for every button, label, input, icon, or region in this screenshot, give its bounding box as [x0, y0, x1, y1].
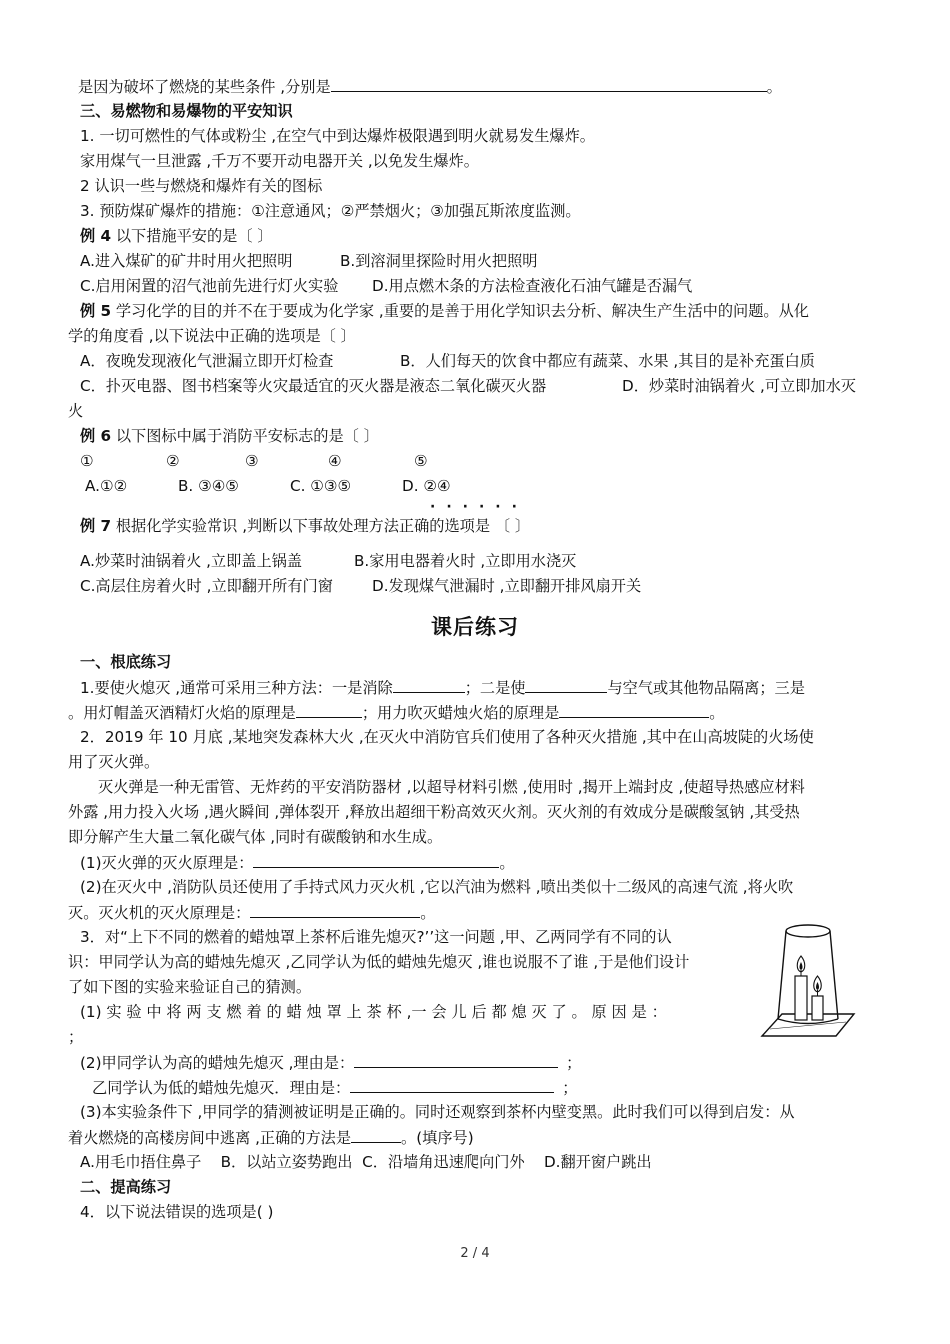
tall-candle-icon	[795, 956, 807, 1020]
text: 乙同学认为低的蜡烛先熄灭．理由是：	[92, 1079, 351, 1097]
text-line: 1. 一切可燃性的气体或粉尘 ,在空气中到达爆炸极限遇到明火就易发生爆炸。	[80, 127, 595, 145]
text: ；	[566, 1054, 582, 1072]
option-d: D.用点燃木条的方法检查液化石油气罐是否漏气	[372, 277, 693, 295]
text-line: 3. 预防煤矿爆炸的措施：①注意通风；②严禁烟火；③加强瓦斯浓度监测。	[80, 202, 581, 220]
text: ；用力吹灭蜡烛火焰的原理是	[361, 704, 560, 722]
text-line: 2 认识一些与燃烧和爆炸有关的图标	[80, 177, 323, 195]
icon-number-5: ⑤	[414, 452, 428, 470]
text: 是因为破坏了燃烧的某些条件 ,分别是	[78, 78, 331, 96]
option-a: A.①②	[85, 477, 128, 495]
text: 。	[766, 78, 782, 96]
text-line: 了如下图的实验来验证自己的猜测。	[68, 978, 311, 996]
example-7-question	[80, 516, 530, 536]
text: 与空气或其他物品隔离；三是	[607, 679, 805, 697]
option-c: C.高层住房着火时 ,立即翻开所有门窗	[80, 577, 333, 595]
page-number: 2 / 4	[460, 1246, 490, 1261]
example-4-question	[80, 226, 273, 246]
option-d: D．炒菜时油锅着火 ,可立即加水灭	[622, 377, 856, 395]
example-label: 例 4	[80, 227, 112, 245]
text-line: 2．2019 年 10 月底 ,某地突发森林大火 ,在灭火中消防官兵们使用了各种灭火措施 ,其中在山高坡陡的火场使	[80, 728, 814, 746]
question-3-options: A.用毛巾捂住鼻子 B．以站立姿势跑出 C．沿墙角迅速爬向门外 D.翻开窗户跳出	[80, 1153, 652, 1171]
text-line: 4．以下说法错误的选项是( )	[80, 1203, 274, 1221]
text: 以下图标中属于消防平安标志的是〔 〕	[111, 427, 379, 445]
icon-number-4: ④	[328, 452, 342, 470]
option-a: A.炒菜时油锅着火 ,立即盖上锅盖	[80, 552, 303, 570]
inverted-cup-icon	[778, 925, 838, 1024]
question-2-sub1	[80, 852, 515, 873]
text-line: 用了灭火弹。	[68, 753, 160, 771]
text-line: (3)本实验条件下 ,甲同学的猜测被证明是正确的。同时还观察到茶杯内壁变黑。此时我们可以得到启发：从	[80, 1103, 795, 1121]
blank-line	[393, 677, 465, 693]
option-b: B.家用电器着火时 ,立即用水浇灭	[354, 552, 577, 570]
section-heading: 二、提高练习	[80, 1178, 172, 1196]
text-line: 识：甲同学认为高的蜡烛先熄灭 ,乙同学认为低的蜡烛先熄灭 ,谁也说服不了谁 ,于是他们设计	[68, 953, 690, 971]
text: 1.要使火熄灭 ,通常可采用三种方法：一是消除	[80, 679, 393, 697]
example-5-question	[80, 301, 809, 321]
candle-cup-experiment-figure	[760, 918, 856, 1054]
text-line: (1) 实 验 中 将 两 支 燃 着 的 蜡 烛 罩 上 茶 杯 ,一 会 儿 后 都 熄 灭 了 。 原 因 是 ：	[80, 1003, 667, 1021]
text-line: 学的角度看 ,以下说法中正确的选项是〔 〕	[68, 327, 356, 345]
option-c: C.启用闲置的沼气池前先进行灯火实验	[80, 277, 339, 295]
text-line: 外露 ,用力投入火场 ,遇火瞬间 ,弹体裂开 ,释放出超细干粉高效灭火剂。灭火剂的有效成分是碳酸氢钠 ,其受热	[68, 803, 800, 821]
text-line: (2)在灭火中 ,消防队员还使用了手持式风力灭火机 ,它以汽油为燃料 ,喷出类似十二级风的高速气流 ,将火吹	[80, 878, 794, 896]
text-line: 灭火弹是一种无雷管、无炸药的平安消防器材 ,以超导材料引燃 ,使用时 ,揭开上端封皮 ,使超导热感应材料	[98, 778, 805, 796]
text: 。用灯帽盖灭酒精灯火焰的原理是	[68, 704, 296, 722]
blank-line	[559, 702, 709, 718]
blank-line	[296, 702, 362, 718]
text: (2)甲同学认为高的蜡烛先熄灭 ,理由是：	[80, 1054, 355, 1072]
text: 。	[709, 704, 725, 722]
text: 。	[420, 904, 436, 922]
icon-number-2: ②	[166, 452, 180, 470]
example-label: 例 7	[80, 517, 112, 535]
option-b: B. ③④⑤	[178, 477, 239, 495]
question-1-line	[68, 702, 724, 723]
short-candle-icon	[812, 976, 823, 1020]
option-b: B．人们每天的饮食中都应有蔬菜、水果 ,其目的是补充蛋白质	[400, 352, 815, 370]
text: (1)灭火弹的灭火原理是：	[80, 854, 254, 872]
table-base-icon	[762, 1014, 854, 1036]
blank-line	[253, 852, 499, 868]
icon-number-3: ③	[245, 452, 259, 470]
section-heading: 一、根底练习	[80, 653, 172, 671]
text: ；二是使	[464, 679, 526, 697]
text: ；	[562, 1079, 578, 1097]
section-heading: 三、易燃物和易爆物的平安知识	[80, 102, 293, 120]
option-a: A．夜晚发现液化气泄漏立即开灯检查	[80, 352, 334, 370]
text-line: 家用煤气一旦泄露 ,千万不要开动电器开关 ,以免发生爆炸。	[80, 152, 479, 170]
blank-line	[354, 1052, 558, 1068]
question-3-sub2b	[92, 1077, 577, 1098]
text: 学习化学的目的并不在于要成为化学家 ,重要的是善于用化学知识去分析、解决生产生活中的问题。从化	[111, 302, 809, 320]
question-1-line	[80, 677, 805, 698]
emphasis-dots: ······	[430, 499, 528, 515]
text-line: 即分解产生大量二氧化碳气体 ,同时有碳酸钠和水生成。	[68, 828, 443, 846]
section-title: 课后练习	[431, 615, 519, 639]
icon-number-1: ①	[80, 452, 94, 470]
blank-line	[525, 677, 607, 693]
text-line: 火	[68, 402, 84, 420]
option-c: C. ①③⑤	[290, 477, 352, 495]
text: 灭。灭火机的灭火原理是：	[68, 904, 251, 922]
option-d: D.发现煤气泄漏时 ,立即翻开排风扇开关	[372, 577, 642, 595]
text-line: ；	[68, 1028, 84, 1046]
blank-line	[351, 1127, 401, 1143]
text: 根据化学实验常识 ,判断以下事故处理方法正确的选项是 〔 〕	[111, 517, 531, 535]
option-c: C．扑灭电器、图书档案等火灾最适宜的灭火器是液态二氧化碳灭火器	[80, 377, 547, 395]
option-b: B.到溶洞里探险时用火把照明	[340, 252, 538, 270]
text: 。(填序号)	[401, 1129, 474, 1147]
text: 以下措施平安的是〔 〕	[111, 227, 273, 245]
blank-line	[350, 1077, 554, 1093]
question-3-sub2	[80, 1052, 581, 1073]
text: 着火燃烧的高楼房间中逃离 ,正确的方法是	[68, 1129, 352, 1147]
blank-line	[250, 902, 420, 918]
example-label: 例 6	[80, 427, 112, 445]
text-line: 3．对“上下不同的燃着的蜡烛罩上茶杯后谁先熄灭?’’这一问题 ,甲、乙两同学有不同的认	[80, 928, 672, 946]
example-label: 例 5	[80, 302, 112, 320]
text: 。	[499, 854, 515, 872]
text-line	[78, 76, 782, 97]
option-d: D. ②④	[402, 477, 451, 495]
option-a: A.进入煤矿的矿井时用火把照明	[80, 252, 293, 270]
example-6-question	[80, 426, 379, 446]
question-3-sub3	[68, 1127, 474, 1148]
blank-line	[331, 76, 767, 92]
question-2-sub2	[68, 902, 435, 923]
